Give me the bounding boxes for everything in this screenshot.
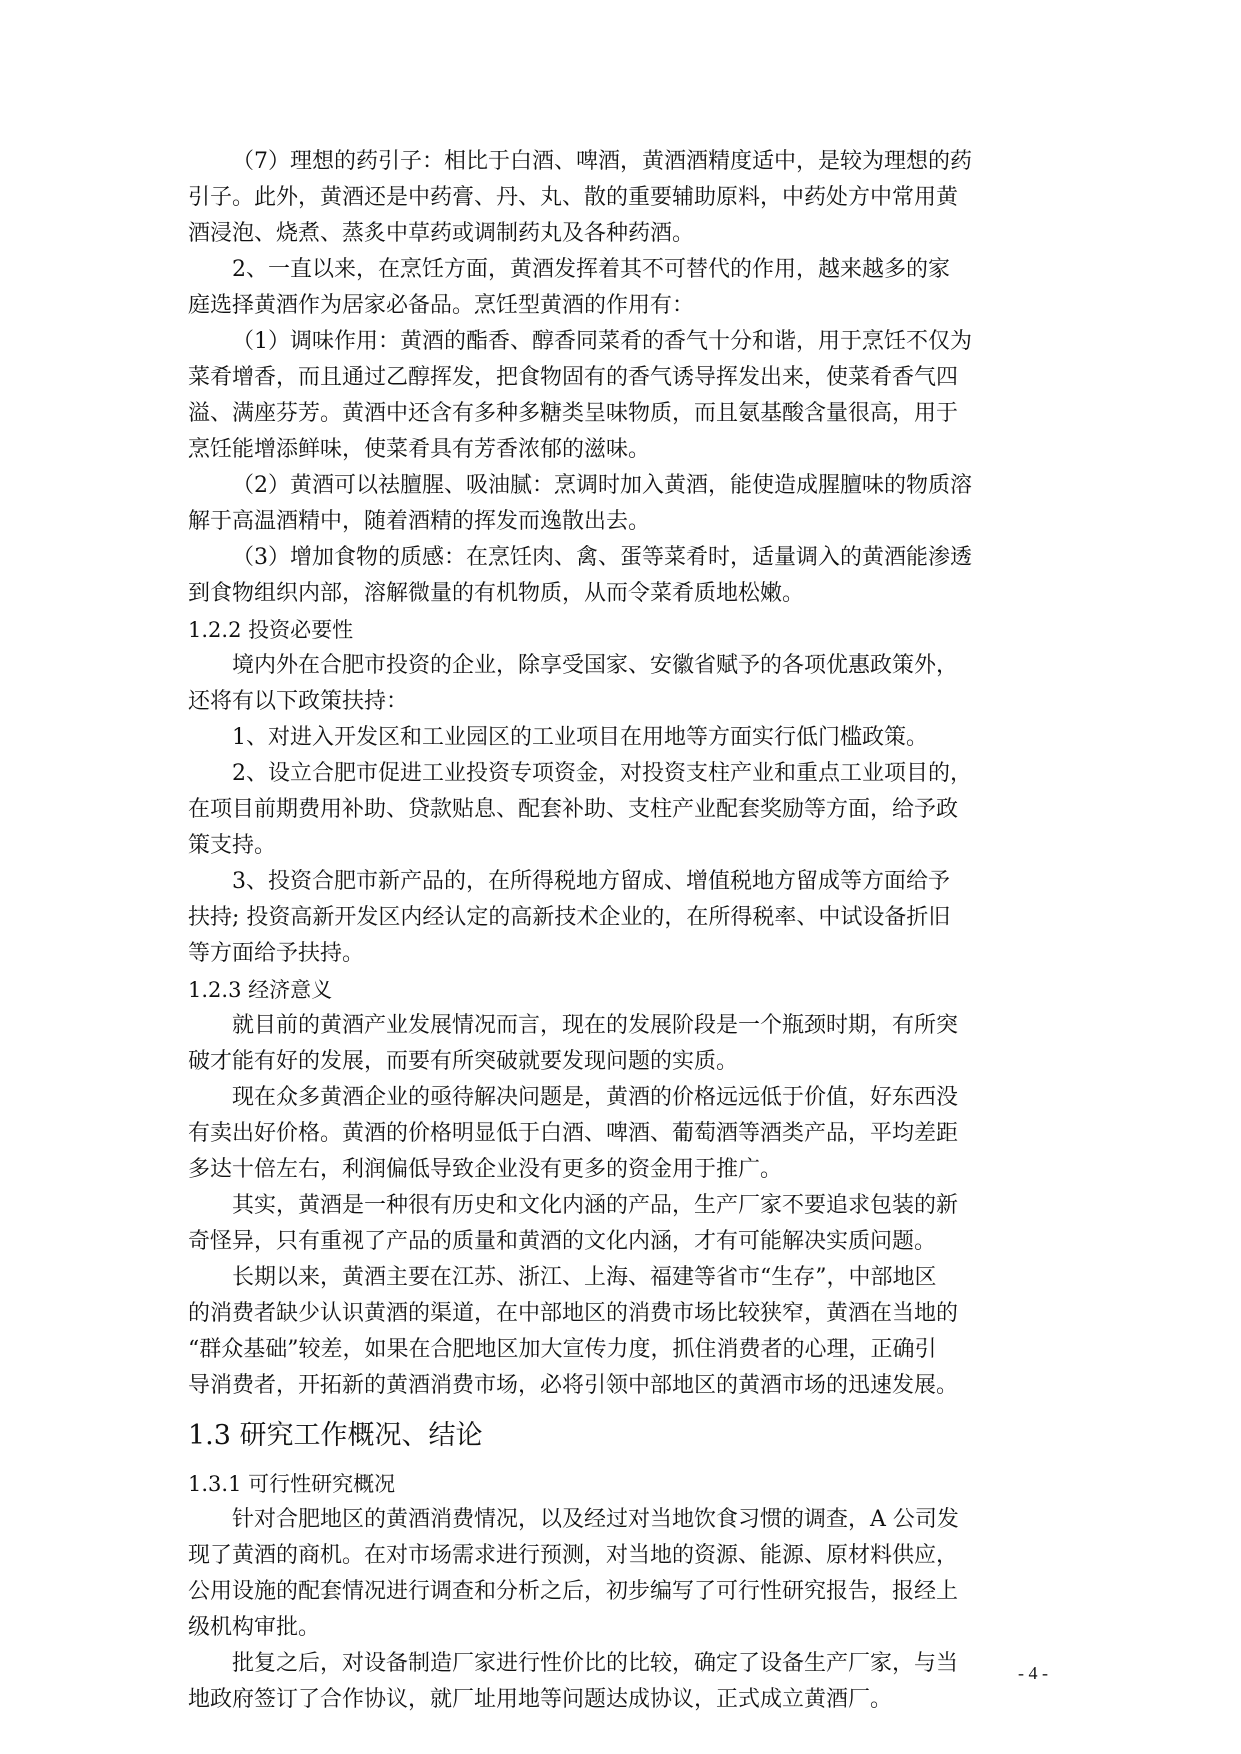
text-line: 有卖出好价格。黄酒的价格明显低于白酒、啤酒、葡萄酒等酒类产品，平均差距 <box>188 1121 959 1146</box>
text-line: 地政府签订了合作协议，就厂址用地等问题达成协议，正式成立黄酒厂。 <box>188 1687 893 1712</box>
paragraph <box>188 720 1066 756</box>
text-line: 多达十倍左右，利润偏低导致企业没有更多的资金用于推广。 <box>188 1157 783 1182</box>
paragraph <box>188 1646 1066 1718</box>
text-line: 针对合肥地区的黄酒消费情况，以及经过对当地饮食习惯的调查，A 公司发 <box>232 1507 959 1532</box>
text-line: 酒浸泡、烧煮、蒸炙中草药或调制药丸及各种药酒。 <box>188 221 695 246</box>
paragraph <box>188 324 1066 468</box>
text-line: 长期以来，黄酒主要在江苏、浙江、上海、福建等省市“生存”，中部地区 <box>232 1265 937 1290</box>
text-line: 2、设立合肥市促进工业投资专项资金，对投资支柱产业和重点工业项目的， <box>232 761 972 786</box>
text-line: 策支持。 <box>188 833 277 858</box>
subsection-heading <box>188 972 1066 1008</box>
paragraph <box>188 468 1066 540</box>
page-number: - 4 - <box>1018 1663 1048 1683</box>
text-line: 烹饪能增添鲜味，使菜肴具有芳香浓郁的滋味。 <box>188 437 651 462</box>
text-line: 就目前的黄酒产业发展情况而言，现在的发展阶段是一个瓶颈时期，有所突 <box>232 1013 959 1038</box>
paragraph <box>188 1008 1066 1080</box>
paragraph <box>188 252 1066 324</box>
text-line: （2）黄酒可以祛膻腥、吸油腻：烹调时加入黄酒，能使造成腥膻味的物质溶 <box>232 473 972 498</box>
document-body <box>188 144 1066 1718</box>
text-line: 级机构审批。 <box>188 1615 321 1640</box>
text-line: 的消费者缺少认识黄酒的渠道，在中部地区的消费市场比较狭窄，黄酒在当地的 <box>188 1301 959 1326</box>
paragraph <box>188 648 1066 720</box>
text-line: 境内外在合肥市投资的企业，除享受国家、安徽省赋予的各项优惠政策外， <box>232 653 959 678</box>
text-line: 还将有以下政策扶持： <box>188 689 409 714</box>
text-line: 3、投资合肥市新产品的，在所得税地方留成、增值税地方留成等方面给予 <box>232 869 950 894</box>
text-line: （1）调味作用：黄酒的酯香、醇香同菜肴的香气十分和谐，用于烹饪不仅为 <box>232 329 972 354</box>
text-line: 到食物组织内部，溶解微量的有机物质，从而令菜肴质地松嫩。 <box>188 581 805 606</box>
text-line: 1.2.2 投资必要性 <box>188 618 354 642</box>
text-line: 1、对进入开发区和工业园区的工业项目在用地等方面实行低门槛政策。 <box>232 725 928 750</box>
text-line: “群众基础”较差，如果在合肥地区加大宣传力度，抓住消费者的心理，正确引 <box>188 1337 937 1362</box>
text-line: 解于高温酒精中，随着酒精的挥发而逸散出去。 <box>188 509 651 534</box>
text-line: 2、一直以来，在烹饪方面，黄酒发挥着其不可替代的作用，越来越多的家 <box>232 257 950 282</box>
subsection-heading <box>188 1466 1066 1502</box>
text-line: 溢、满座芬芳。黄酒中还含有多种多糖类呈味物质，而且氨基酸含量很高，用于 <box>188 401 959 426</box>
paragraph <box>188 1080 1066 1188</box>
paragraph <box>188 1260 1066 1404</box>
paragraph <box>188 1188 1066 1260</box>
text-line: 在项目前期费用补助、贷款贴息、配套补助、支柱产业配套奖励等方面，给予政 <box>188 797 959 822</box>
text-line: 菜肴增香，而且通过乙醇挥发，把食物固有的香气诱导挥发出来，使菜肴香气四 <box>188 365 959 390</box>
section-heading <box>188 1414 1066 1458</box>
text-line: 引子。此外，黄酒还是中药膏、丹、丸、散的重要辅助原料，中药处方中常用黄 <box>188 185 959 210</box>
paragraph <box>188 144 1066 252</box>
text-line: （7）理想的药引子：相比于白酒、啤酒，黄酒酒精度适中，是较为理想的药 <box>232 149 972 174</box>
paragraph <box>188 864 1066 972</box>
text-line: 1.2.3 经济意义 <box>188 978 333 1002</box>
paragraph <box>188 756 1066 864</box>
text-line: 1.3.1 可行性研究概况 <box>188 1472 396 1496</box>
text-line: 批复之后，对设备制造厂家进行性价比的比较，确定了设备生产厂家，与当 <box>232 1651 959 1676</box>
subsection-heading <box>188 612 1066 648</box>
text-line: 其实，黄酒是一种很有历史和文化内涵的产品，生产厂家不要追求包装的新 <box>232 1193 959 1218</box>
text-line: 扶持; 投资高新开发区内经认定的高新技术企业的，在所得税率、中试设备折旧 <box>188 905 951 930</box>
text-line: 庭选择黄酒作为居家必备品。烹饪型黄酒的作用有： <box>188 293 695 318</box>
paragraph <box>188 1502 1066 1646</box>
text-line: 1.3 研究工作概况、结论 <box>188 1420 483 1451</box>
text-line: 现在众多黄酒企业的亟待解决问题是，黄酒的价格远远低于价值，好东西没 <box>232 1085 959 1110</box>
text-line: 破才能有好的发展，而要有所突破就要发现问题的实质。 <box>188 1049 739 1074</box>
text-line: 奇怪异，只有重视了产品的质量和黄酒的文化内涵，才有可能解决实质问题。 <box>188 1229 937 1254</box>
text-line: （3）增加食物的质感：在烹饪肉、禽、蛋等菜肴时，适量调入的黄酒能渗透 <box>232 545 972 570</box>
text-line: 公用设施的配套情况进行调查和分析之后，初步编写了可行性研究报告，报经上 <box>188 1579 959 1604</box>
paragraph <box>188 540 1066 612</box>
text-line: 现了黄酒的商机。在对市场需求进行预测，对当地的资源、能源、原材料供应， <box>188 1543 959 1568</box>
text-line: 等方面给予扶持。 <box>188 941 365 966</box>
text-line: 导消费者，开拓新的黄酒消费市场，必将引领中部地区的黄酒市场的迅速发展。 <box>188 1373 959 1398</box>
